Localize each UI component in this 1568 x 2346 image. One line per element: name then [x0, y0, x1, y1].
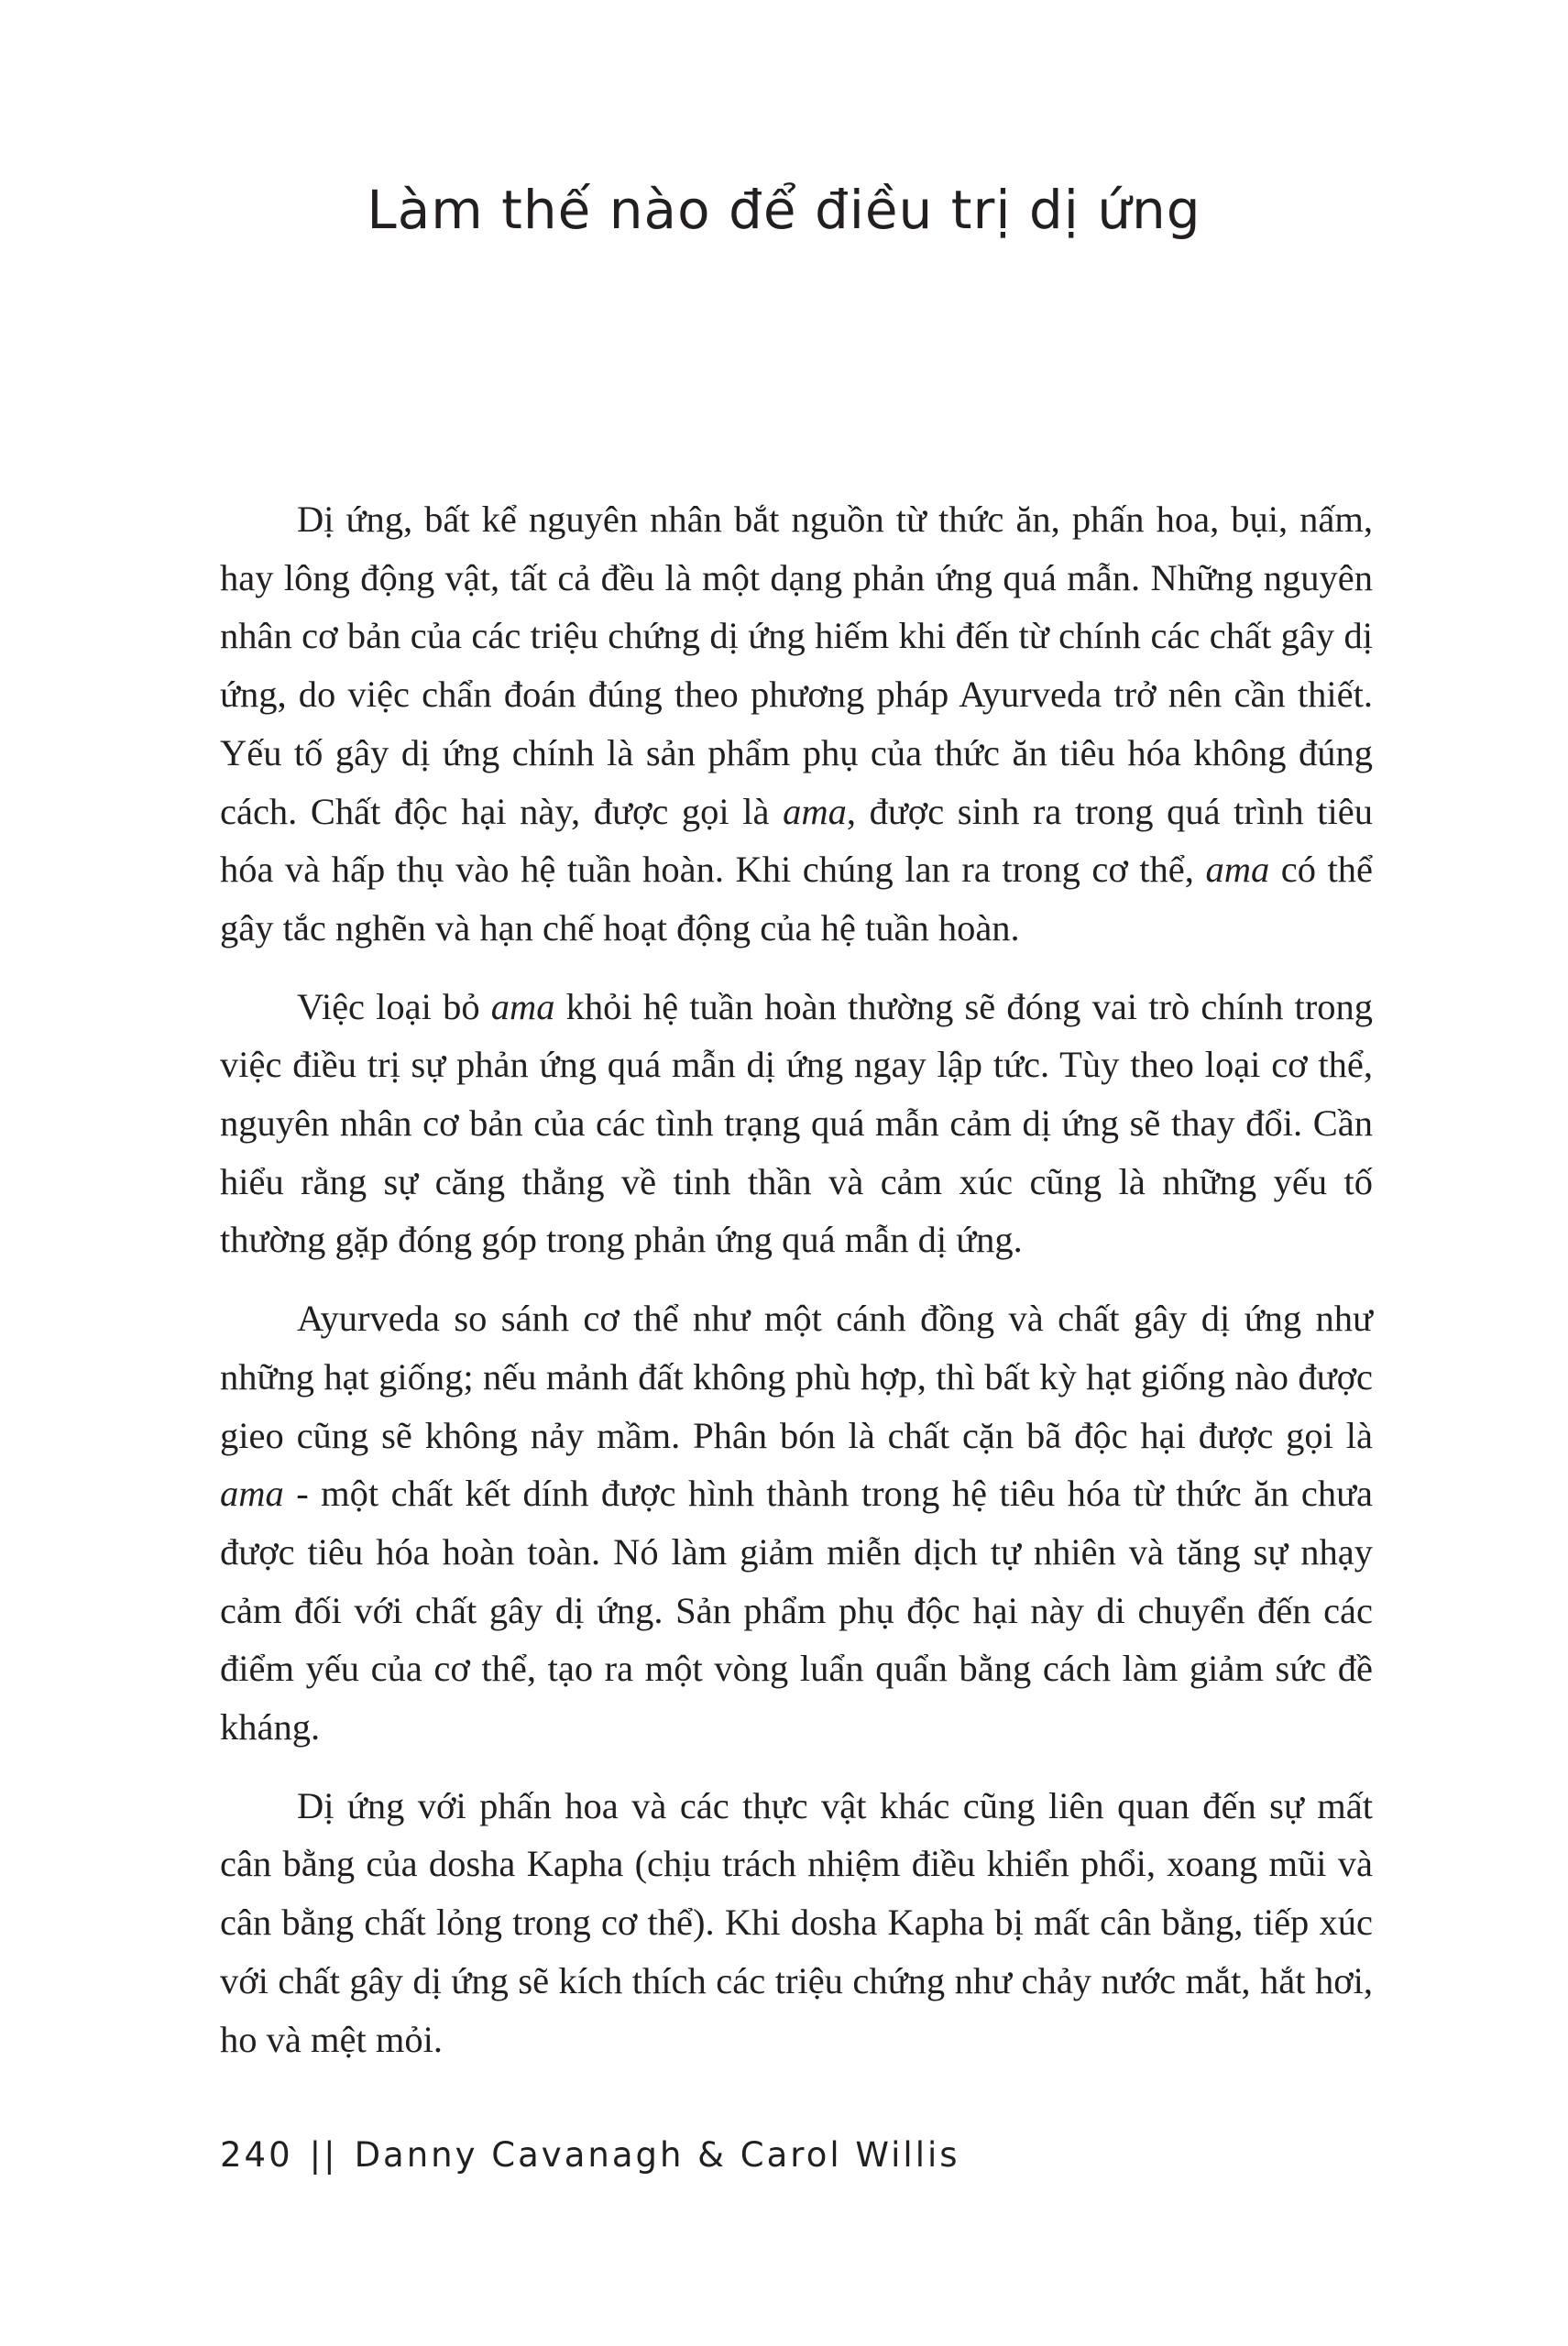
- text-run: Việc loại bỏ: [297, 985, 491, 1027]
- text-run: khỏi hệ tuần hoàn thường sẽ đóng vai trò chính trong việc điều trị sự phản ứng quá mẫn dị ứng ngay lập tức. Tùy theo loại cơ thể, nguyên nhân cơ bản của các tình trạng quá mẫn cảm dị ứng sẽ thay đổi. Cần hiểu rằng sự căng thẳng về tinh thần và cảm xúc cũng là những yếu tố thường gặp đóng góp trong phản ứng quá mẫn dị ứng.: [220, 985, 1374, 1261]
- book-authors: Danny Cavanagh & Carol Willis: [354, 2135, 960, 2175]
- text-run: Dị ứng với phấn hoa và các thực vật khác cũng liên quan đến sự mất cân bằng của dosha Kapha (chịu trách nhiệm điều khiển phổi, xoang mũi và cân bằng chất lỏng trong cơ thể). Khi dosha Kapha bị mất cân bằng, tiếp xúc với chất gây dị ứng sẽ kích thích các triệu chứng như chảy nước mắt, hắt hơi, ho và mệt mỏi.: [220, 1784, 1373, 2060]
- page-footer: [220, 2135, 960, 2175]
- footer-separator: ||: [309, 2135, 338, 2175]
- paragraph: [220, 1777, 1373, 2069]
- paragraph: [220, 978, 1373, 1270]
- italic-term: ama: [220, 1473, 284, 1515]
- paragraph: [220, 490, 1373, 958]
- text-run: , được sinh ra trong quá trình tiêu hóa và hấp thụ vào hệ tuần hoàn. Khi chúng lan ra trong cơ thể,: [220, 790, 1373, 891]
- text-run: Dị ứng, bất kể nguyên nhân bắt nguồn từ thức ăn, phấn hoa, bụi, nấm, hay lông động vật, tất cả đều là một dạng phản ứng quá mẫn. Những nguyên nhân cơ bản của các triệu chứng dị ứng hiếm khi đến từ chính các chất gây dị ứng, do việc chẩn đoán đúng theo phương pháp Ayurveda trở nên cần thiết. Yếu tố gây dị ứng chính là sản phẩm phụ của thức ăn tiêu hóa không đúng cách. Chất độc hại này, được gọi là: [220, 499, 1373, 832]
- text-run: Ayurveda so sánh cơ thể như một cánh đồng và chất gây dị ứng như những hạt giống; nếu mảnh đất không phù hợp, thì bất kỳ hạt giống nào được gieo cũng sẽ không nảy mầm. Phân bón là chất cặn bã độc hại được gọi là: [220, 1298, 1373, 1456]
- italic-term: ama: [1205, 849, 1270, 891]
- body-text: [220, 490, 1373, 2088]
- text-run: có thể gây tắc nghẽn và hạn chế hoạt động của hệ tuần hoàn.: [220, 849, 1373, 948]
- chapter-title: Làm thế nào để điều trị dị ứng: [367, 179, 1201, 241]
- text-run: - một chất kết dính được hình thành trong hệ tiêu hóa từ thức ăn chưa được tiêu hóa hoàn toàn. Nó làm giảm miễn dịch tự nhiên và tăng sự nhạy cảm đối với chất gây dị ứng. Sản phẩm phụ độc hại này di chuyển đến các điểm yếu của cơ thể, tạo ra một vòng luẩn quẩn bằng cách làm giảm sức đề kháng.: [220, 1473, 1373, 1749]
- italic-term: ama: [783, 790, 847, 832]
- paragraph: [220, 1289, 1373, 1757]
- italic-term: ama: [490, 985, 555, 1027]
- page-number: 240: [220, 2135, 293, 2175]
